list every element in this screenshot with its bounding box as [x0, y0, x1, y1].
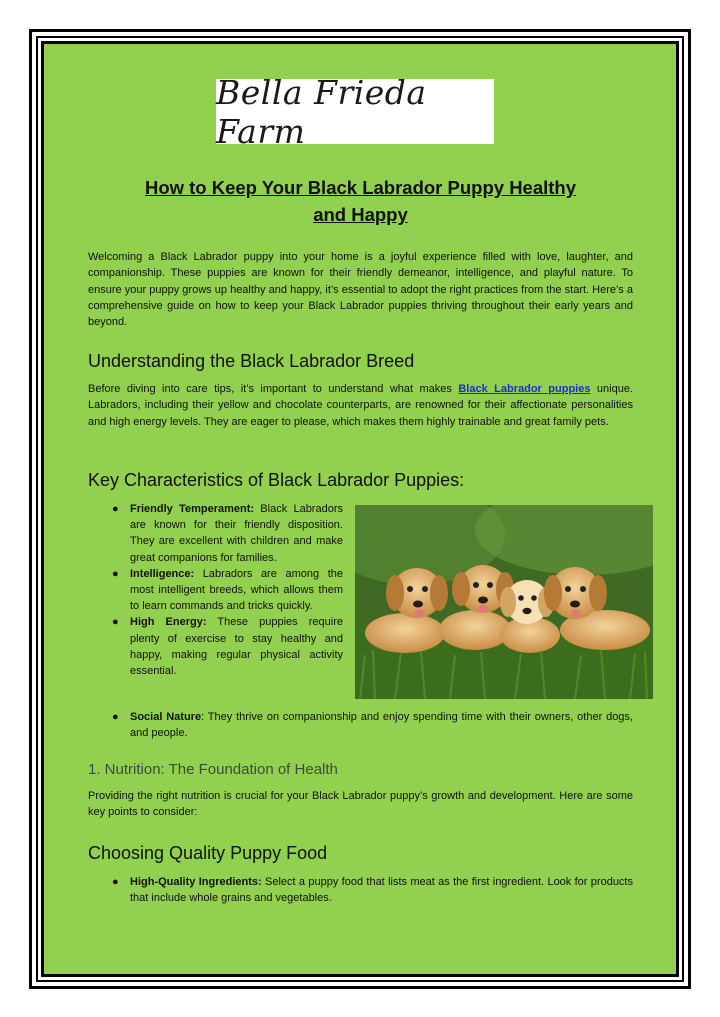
black-labrador-puppies-link[interactable]: Black Labrador puppies: [458, 383, 591, 395]
list-item-text: : They thrive on companionship and enjoy spending time with their owners, other dogs, and people.: [130, 711, 633, 740]
characteristics-list: [88, 501, 343, 679]
list-item: [88, 614, 343, 679]
list-item-text: Select a puppy food that lists meat as the first ingredient. Look for products that include whole grains and vegetables.: [130, 876, 633, 905]
breed-text-after: unique. Labradors, including their yellow and chocolate counterparts, are renowned for their affectionate personalities and high energy levels. They are eager to please, which makes them highly trainable and great family pets.: [88, 383, 633, 428]
list-item-label: High Energy:: [130, 616, 207, 629]
list-item-text: Labradors are among the most intelligent breeds, which allows them to learn commands and tricks quickly.: [130, 567, 343, 613]
bullet-icon: ●: [112, 567, 119, 580]
section-heading-characteristics: Key Characteristics of Black Labrador Puppies:: [88, 470, 465, 490]
page-title-line2: and Happy: [313, 204, 408, 225]
list-item-text: Black Labradors are known for their friendly disposition. They are excellent with children and make great companions for families.: [130, 503, 343, 564]
page-title: [88, 174, 633, 228]
section-heading-breed: Understanding the Black Labrador Breed: [88, 351, 415, 371]
logo: [216, 72, 494, 151]
list-item-label: Social Nature: [130, 711, 202, 723]
list-item: [88, 709, 633, 741]
list-item: [88, 501, 343, 566]
list-item: [88, 566, 343, 615]
list-item-text: These puppies require plenty of exercise to stay healthy and happy, making regular physical activity essential.: [130, 616, 343, 678]
characteristics-list-continued: [88, 709, 633, 741]
puppies-illustration: [355, 505, 653, 699]
list-item-label: Intelligence:: [130, 567, 195, 580]
puppy-food-list: [88, 874, 633, 906]
bullet-icon: ●: [112, 616, 119, 629]
logo-text: Bella Frieda Farm: [216, 72, 427, 151]
nutrition-paragraph: Providing the right nutrition is crucial for your Black Labrador puppy’s growth and development. Here are some key points to consider:: [88, 790, 633, 819]
puppies-photo: [355, 505, 653, 699]
list-item: [88, 874, 633, 906]
bullet-icon: ●: [112, 876, 119, 888]
breed-paragraph: [88, 381, 633, 430]
section-heading-puppy-food: Choosing Quality Puppy Food: [88, 843, 328, 863]
bullet-icon: ●: [112, 503, 119, 515]
list-item-label: High-Quality Ingredients:: [130, 876, 262, 888]
breed-text-before: Before diving into care tips, it’s important to understand what makes: [88, 383, 459, 395]
section-heading-nutrition: 1. Nutrition: The Foundation of Health: [88, 761, 338, 778]
bullet-icon: ●: [112, 711, 119, 723]
page-title-line1: How to Keep Your Black Labrador Puppy Healthy: [144, 177, 577, 198]
list-item-label: Friendly Temperament:: [130, 503, 255, 515]
intro-paragraph: Welcoming a Black Labrador puppy into your home is a joyful experience filled with love, laughter, and companionship. These puppies are known for their friendly demeanor, intelligence, and playful nature. To ensure your puppy grows up healthy and happy, it’s essential to adopt the right practices from the start. Here’s a comprehensive guide on how to keep your Black Labrador puppies thriving throughout their early years and beyond.: [88, 251, 633, 329]
